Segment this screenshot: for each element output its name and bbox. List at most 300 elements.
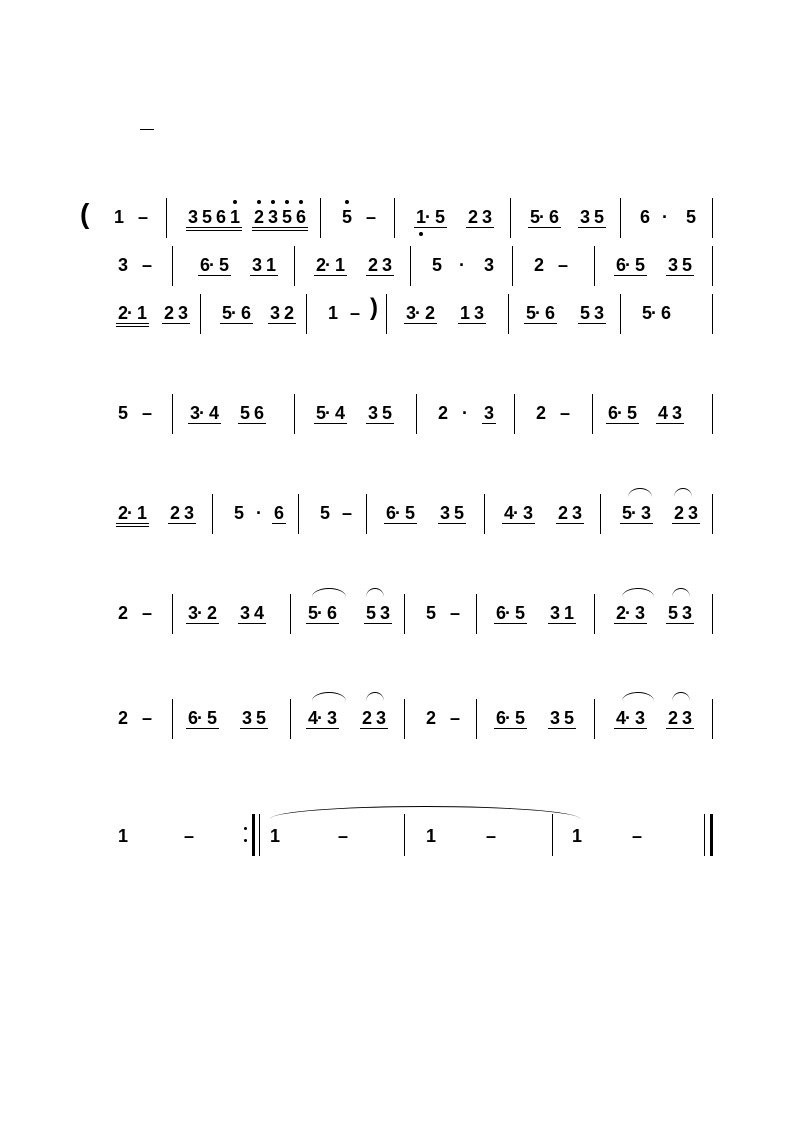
augmentation-dot: ·	[539, 207, 545, 227]
note-digit: 3	[375, 708, 386, 728]
note-digit: 5	[514, 603, 525, 623]
beam-line	[116, 526, 149, 527]
note-digit: 6	[385, 503, 396, 523]
note-digit: 3	[681, 708, 692, 728]
bar-line	[594, 594, 595, 634]
note-digit: 3	[681, 603, 692, 623]
augmentation-dot: ·	[625, 255, 631, 275]
slur-mark	[628, 488, 652, 497]
dash-mark: –	[338, 826, 349, 846]
note-digit: 2	[206, 603, 217, 623]
note-digit: 5	[307, 603, 318, 623]
beam-line	[314, 275, 347, 276]
note-digit: 5	[685, 207, 696, 227]
augmentation-dot: ·	[199, 403, 205, 423]
note-digit: 5	[381, 403, 392, 423]
augmentation-dot: ·	[625, 603, 631, 623]
beam-line	[528, 227, 561, 228]
note-digit: 2	[467, 207, 478, 227]
note-digit: 4	[208, 403, 219, 423]
beam-line	[252, 227, 308, 228]
beam-line	[306, 728, 339, 729]
note-digit: 3	[267, 207, 278, 227]
note-digit: 5	[255, 708, 266, 728]
bar-line	[710, 814, 713, 856]
time-signature	[140, 128, 154, 131]
augmentation-dot: ·	[651, 303, 657, 323]
beam-line	[620, 523, 653, 524]
beam-line	[168, 523, 196, 524]
note-digit: 3	[667, 255, 678, 275]
note-digit: 5	[626, 403, 637, 423]
bar-line	[594, 246, 595, 286]
note-digit: 2	[117, 603, 128, 623]
bar-line	[259, 814, 260, 856]
beam-line	[240, 728, 268, 729]
note-digit: 2	[673, 503, 684, 523]
beam-line	[268, 323, 296, 324]
note-digit: 5	[525, 303, 536, 323]
note-digit: 1	[563, 603, 574, 623]
open-parenthesis: (	[80, 198, 90, 229]
bar-line	[404, 814, 405, 856]
dash-mark: –	[486, 826, 497, 846]
note-digit: 5	[681, 255, 692, 275]
note-digit: 6	[639, 207, 650, 227]
note-digit: 6	[253, 403, 264, 423]
augmentation-dot: ·	[513, 503, 519, 523]
augmentation-dot: ·	[631, 503, 637, 523]
beam-line	[438, 523, 466, 524]
augmentation-dot: ·	[256, 503, 262, 523]
beam-line	[614, 623, 647, 624]
augmentation-dot: ·	[317, 708, 323, 728]
bar-line	[172, 699, 173, 739]
bar-line	[476, 594, 477, 634]
note-digit: 3	[522, 503, 533, 523]
note-digit: 1	[136, 303, 147, 323]
beam-line	[614, 728, 647, 729]
beam-line	[188, 423, 221, 424]
note-digit: 5	[341, 207, 352, 227]
note-digit: 1	[229, 207, 240, 227]
augmentation-dot: ·	[462, 403, 468, 423]
note-digit: 2	[424, 303, 435, 323]
note-digit: 1	[327, 303, 338, 323]
note-digit: 1	[136, 503, 147, 523]
beam-line	[116, 323, 149, 324]
note-digit: 6	[607, 403, 618, 423]
bar-line	[290, 699, 291, 739]
note-digit: 5	[315, 403, 326, 423]
note-digit: 4	[657, 403, 668, 423]
note-digit: 1	[265, 255, 276, 275]
augmentation-dot: ·	[209, 255, 215, 275]
dash-mark: –	[632, 826, 643, 846]
beam-line	[414, 227, 447, 228]
note-digit: 3	[687, 503, 698, 523]
beam-line	[186, 623, 219, 624]
augmentation-dot: ·	[459, 255, 465, 275]
dash-mark: –	[142, 403, 153, 423]
note-digit: 2	[169, 503, 180, 523]
beam-line	[186, 728, 219, 729]
note-digit: 3	[671, 403, 682, 423]
beam-line	[360, 728, 388, 729]
beam-line	[556, 523, 584, 524]
note-digit: 6	[495, 603, 506, 623]
beam-line	[364, 623, 392, 624]
note-digit: 2	[667, 708, 678, 728]
augmentation-dot: ·	[325, 403, 331, 423]
note-digit: 5	[667, 603, 678, 623]
note-digit: 1	[425, 826, 436, 846]
dash-mark: –	[450, 708, 461, 728]
beam-line	[614, 275, 647, 276]
note-digit: 6	[273, 503, 284, 523]
augmentation-dot: ·	[625, 708, 631, 728]
note-digit: 1	[571, 826, 582, 846]
bar-line	[712, 394, 713, 434]
note-digit: 5	[201, 207, 212, 227]
note-digit: 5	[233, 503, 244, 523]
beam-line	[186, 227, 242, 228]
note-digit: 5	[425, 603, 436, 623]
dash-mark: –	[560, 403, 571, 423]
slur-mark	[672, 692, 690, 701]
augmentation-dot: ·	[425, 207, 431, 227]
dash-mark: –	[142, 708, 153, 728]
tie-mark	[270, 806, 580, 819]
note-digit: 5	[434, 207, 445, 227]
note-digit: 5	[239, 403, 250, 423]
note-digit: 3	[483, 255, 494, 275]
note-digit: 5	[641, 303, 652, 323]
note-digit: 1	[269, 826, 280, 846]
note-digit: 2	[315, 255, 326, 275]
bar-line	[212, 494, 213, 534]
beam-line	[578, 227, 606, 228]
note-digit: 4	[307, 708, 318, 728]
note-digit: 5	[579, 303, 590, 323]
slur-mark	[312, 588, 346, 597]
note-digit: 2	[533, 255, 544, 275]
beam-line	[548, 623, 576, 624]
note-digit: 5	[319, 503, 330, 523]
slur-mark	[622, 588, 654, 597]
slur-mark	[622, 692, 654, 701]
note-digit: 4	[253, 603, 264, 623]
beam-line	[116, 523, 149, 524]
beam-line	[494, 623, 527, 624]
beam-line	[502, 523, 535, 524]
note-digit: 5	[404, 503, 415, 523]
bar-line	[712, 594, 713, 634]
note-digit: 3	[367, 403, 378, 423]
close-parenthesis: )	[370, 294, 378, 321]
note-digit: 6	[187, 708, 198, 728]
dash-mark: –	[366, 207, 377, 227]
slur-mark	[674, 488, 692, 497]
bar-line	[552, 814, 553, 856]
augmentation-dot: ·	[197, 603, 203, 623]
note-digit: 2	[557, 503, 568, 523]
bar-line	[294, 394, 295, 434]
bar-line	[394, 198, 395, 238]
beam-line	[366, 423, 394, 424]
note-digit: 3	[549, 603, 560, 623]
note-digit: 5	[529, 207, 540, 227]
bar-line	[200, 294, 201, 334]
repeat-dot	[244, 839, 247, 842]
note-digit: 3	[177, 303, 188, 323]
beam-line	[314, 423, 347, 424]
note-digit: 4	[334, 403, 345, 423]
augmentation-dot: ·	[231, 303, 237, 323]
octave-dot-above	[233, 200, 237, 204]
note-digit: 5	[117, 403, 128, 423]
note-digit: 3	[117, 255, 128, 275]
note-digit: 3	[405, 303, 416, 323]
note-digit: 4	[615, 708, 626, 728]
beam-line	[656, 423, 684, 424]
note-digit: 2	[615, 603, 626, 623]
note-digit: 6	[295, 207, 306, 227]
note-digit: 5	[593, 207, 604, 227]
note-digit: 2	[117, 503, 128, 523]
beam-line	[306, 623, 339, 624]
bar-line	[712, 699, 713, 739]
note-digit: 3	[183, 503, 194, 523]
bar-line	[510, 198, 511, 238]
note-digit: 3	[379, 603, 390, 623]
bar-line	[512, 246, 513, 286]
note-digit: 3	[326, 708, 337, 728]
beam-line	[606, 423, 639, 424]
note-digit: 6	[215, 207, 226, 227]
beam-line	[384, 523, 417, 524]
bar-line	[514, 394, 515, 434]
note-digit: 3	[439, 503, 450, 523]
slur-mark	[366, 588, 384, 597]
beam-line	[198, 275, 231, 276]
beam-line	[666, 275, 694, 276]
note-digit: 3	[593, 303, 604, 323]
bar-line	[416, 394, 417, 434]
note-digit: 5	[281, 207, 292, 227]
note-digit: 1	[415, 207, 426, 227]
note-digit: 5	[365, 603, 376, 623]
note-digit: 4	[503, 503, 514, 523]
beam-line	[252, 230, 308, 231]
octave-dot-below	[419, 232, 423, 236]
augmentation-dot: ·	[197, 708, 203, 728]
repeat-dot	[244, 827, 247, 830]
beam-line	[116, 326, 149, 327]
beam-line	[366, 275, 394, 276]
bar-line	[404, 699, 405, 739]
augmentation-dot: ·	[617, 403, 623, 423]
beam-line	[404, 323, 437, 324]
beam-line	[548, 728, 576, 729]
dash-mark: –	[350, 303, 361, 323]
beam-line	[220, 323, 253, 324]
bar-line	[484, 494, 485, 534]
note-digit: 3	[640, 503, 651, 523]
octave-dot-above	[299, 200, 303, 204]
dash-mark: –	[184, 826, 195, 846]
octave-dot-above	[285, 200, 289, 204]
slur-mark	[672, 588, 690, 597]
augmentation-dot: ·	[127, 303, 133, 323]
beam-line	[162, 323, 190, 324]
note-digit: 1	[334, 255, 345, 275]
dash-mark: –	[558, 255, 569, 275]
beam-line	[272, 523, 286, 524]
note-digit: 3	[241, 708, 252, 728]
beam-line	[672, 523, 700, 524]
octave-dot-above	[257, 200, 261, 204]
note-digit: 6	[199, 255, 210, 275]
beam-line	[466, 227, 494, 228]
note-digit: 2	[367, 255, 378, 275]
augmentation-dot: ·	[662, 207, 668, 227]
note-digit: 2	[253, 207, 264, 227]
note-digit: 6	[240, 303, 251, 323]
bar-line	[166, 198, 167, 238]
note-digit: 5	[621, 503, 632, 523]
beam-line	[238, 623, 266, 624]
note-digit: 6	[544, 303, 555, 323]
note-digit: 2	[117, 303, 128, 323]
slur-mark	[366, 692, 384, 701]
bar-line	[600, 494, 601, 534]
beam-line	[186, 230, 242, 231]
beam-line	[482, 423, 496, 424]
augmentation-dot: ·	[317, 603, 323, 623]
augmentation-dot: ·	[415, 303, 421, 323]
dash-mark: –	[450, 603, 461, 623]
note-digit: 5	[221, 303, 232, 323]
augmentation-dot: ·	[395, 503, 401, 523]
bar-line	[476, 699, 477, 739]
bar-line	[290, 594, 291, 634]
note-digit: 3	[381, 255, 392, 275]
note-digit: 3	[483, 403, 494, 423]
note-digit: 2	[437, 403, 448, 423]
bar-line	[172, 394, 173, 434]
note-digit: 5	[634, 255, 645, 275]
note-digit: 3	[251, 255, 262, 275]
bar-line	[712, 294, 713, 334]
bar-line	[712, 246, 713, 286]
bar-line	[594, 699, 595, 739]
bar-line	[172, 246, 173, 286]
note-digit: 3	[269, 303, 280, 323]
augmentation-dot: ·	[505, 708, 511, 728]
dash-mark: –	[142, 255, 153, 275]
bar-line	[704, 814, 705, 856]
note-digit: 2	[361, 708, 372, 728]
bar-line	[298, 494, 299, 534]
beam-line	[666, 623, 694, 624]
bar-line	[410, 246, 411, 286]
bar-line	[366, 494, 367, 534]
note-digit: 2	[283, 303, 294, 323]
bar-line	[508, 294, 509, 334]
note-digit: 1	[113, 207, 124, 227]
note-digit: 3	[634, 603, 645, 623]
note-digit: 6	[326, 603, 337, 623]
note-digit: 5	[563, 708, 574, 728]
note-digit: 6	[615, 255, 626, 275]
beam-line	[494, 728, 527, 729]
note-digit: 1	[117, 826, 128, 846]
bar-line	[712, 494, 713, 534]
augmentation-dot: ·	[127, 503, 133, 523]
note-digit: 3	[634, 708, 645, 728]
octave-dot-above	[271, 200, 275, 204]
note-digit: 6	[548, 207, 559, 227]
note-digit: 3	[549, 708, 560, 728]
dash-mark: –	[342, 503, 353, 523]
bar-line	[306, 294, 307, 334]
note-digit: 5	[514, 708, 525, 728]
augmentation-dot: ·	[535, 303, 541, 323]
note-digit: 5	[218, 255, 229, 275]
note-digit: 2	[117, 708, 128, 728]
note-digit: 2	[425, 708, 436, 728]
note-digit: 3	[579, 207, 590, 227]
note-digit: 5	[453, 503, 464, 523]
note-digit: 3	[473, 303, 484, 323]
note-digit: 6	[495, 708, 506, 728]
bar-line	[404, 594, 405, 634]
bar-line	[620, 294, 621, 334]
note-digit: 5	[206, 708, 217, 728]
bar-line	[712, 198, 713, 238]
note-digit: 6	[660, 303, 671, 323]
note-digit: 1	[459, 303, 470, 323]
octave-dot-above	[345, 200, 349, 204]
dash-mark: –	[138, 207, 149, 227]
bar-line	[592, 394, 593, 434]
augmentation-dot: ·	[505, 603, 511, 623]
beam-line	[524, 323, 557, 324]
beam-line	[250, 275, 278, 276]
note-digit: 3	[571, 503, 582, 523]
note-digit: 3	[189, 403, 200, 423]
note-digit: 3	[481, 207, 492, 227]
beam-line	[666, 728, 694, 729]
bar-line	[320, 198, 321, 238]
note-digit: 3	[239, 603, 250, 623]
bar-line	[386, 294, 387, 334]
note-digit: 5	[431, 255, 442, 275]
slur-mark	[312, 692, 346, 701]
note-digit: 2	[163, 303, 174, 323]
bar-line	[252, 814, 255, 856]
note-digit: 3	[187, 603, 198, 623]
note-digit: 3	[187, 207, 198, 227]
augmentation-dot: ·	[325, 255, 331, 275]
beam-line	[238, 423, 266, 424]
note-digit: 2	[535, 403, 546, 423]
bar-line	[294, 246, 295, 286]
dash-mark: –	[142, 603, 153, 623]
beam-line	[578, 323, 606, 324]
beam-line	[458, 323, 486, 324]
